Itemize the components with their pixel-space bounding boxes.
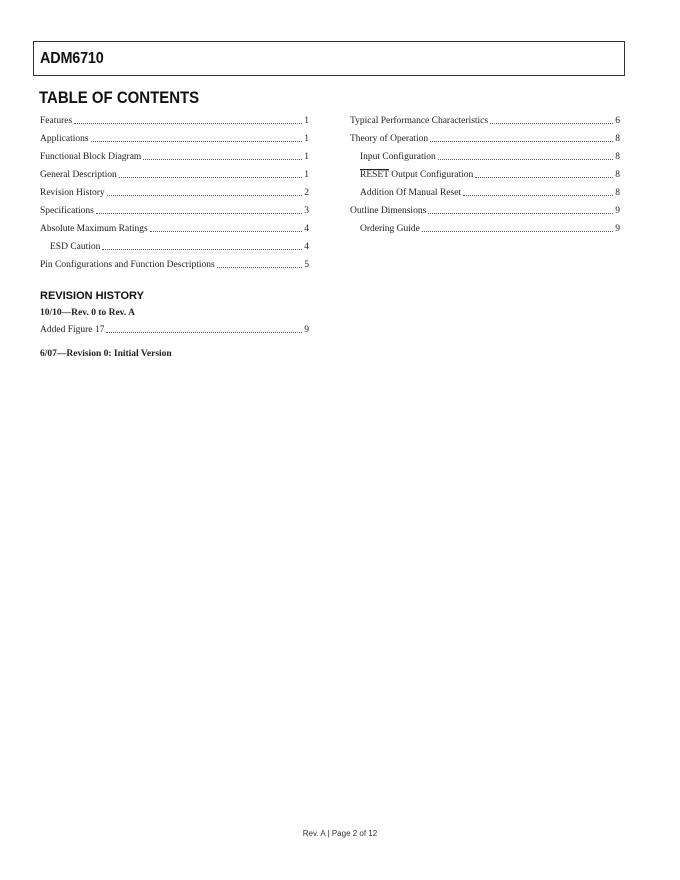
toc-entry-reset-output-configuration[interactable] <box>350 163 620 181</box>
toc-entry-label-rest: Output Configuration <box>388 170 474 180</box>
toc-leader <box>422 231 613 232</box>
toc-entry-page: 9 <box>615 206 620 216</box>
toc-entry-page: 9 <box>615 224 620 234</box>
toc-leader <box>438 159 614 160</box>
toc-entry-page: 1 <box>304 134 309 144</box>
toc-entry-page: 8 <box>615 134 620 144</box>
revision-heading-rev-0: 6/07—Revision 0: Initial Version <box>40 349 172 359</box>
toc-entry-page: 8 <box>615 188 620 198</box>
toc-leader <box>107 195 303 196</box>
toc-entry-label: Pin Configurations and Function Descriptions <box>40 260 215 270</box>
toc-entry-page: 3 <box>304 206 309 216</box>
toc-entry-page: 1 <box>304 152 309 162</box>
toc-leader <box>74 123 302 124</box>
toc-leader <box>217 267 303 268</box>
toc-entry-label: Features <box>40 116 73 126</box>
toc-leader <box>119 177 302 178</box>
toc-entry-label: Input Configuration <box>360 152 436 162</box>
toc-entry-input-configuration[interactable] <box>350 145 620 163</box>
toc-leader <box>475 177 613 178</box>
revision-entry-wrap <box>40 318 309 336</box>
toc-entry-revision-history[interactable] <box>40 181 309 199</box>
toc-entry-page: 4 <box>304 224 309 234</box>
toc-entry-pin-configurations[interactable] <box>40 253 309 271</box>
toc-entry-label: Specifications <box>40 206 94 216</box>
toc-entry-applications[interactable] <box>40 127 309 145</box>
toc-entry-features[interactable] <box>40 109 309 127</box>
toc-entry-page: 1 <box>304 116 309 126</box>
toc-entry-page: 1 <box>304 170 309 180</box>
revision-entry-label: Added Figure 17 <box>40 325 105 335</box>
toc-entry-page: 2 <box>304 188 309 198</box>
toc-entry-page: 5 <box>304 260 309 270</box>
toc-entry-page: 4 <box>304 242 309 252</box>
toc-leader <box>150 231 303 232</box>
toc-right-column <box>350 109 620 235</box>
toc-leader <box>463 195 613 196</box>
toc-entry-absolute-maximum-ratings[interactable] <box>40 217 309 235</box>
toc-leader <box>143 159 302 160</box>
toc-entry-label: Typical Performance Characteristics <box>350 116 489 126</box>
toc-leader <box>430 141 613 142</box>
reset-overline-text: RESET <box>360 170 389 180</box>
toc-entry-esd-caution[interactable] <box>40 235 309 253</box>
toc-leader <box>96 213 302 214</box>
revision-heading-rev-a: 10/10—Rev. 0 to Rev. A <box>40 308 135 318</box>
toc-entry-typical-performance[interactable] <box>350 109 620 127</box>
toc-entry-specifications[interactable] <box>40 199 309 217</box>
toc-leader <box>428 213 613 214</box>
toc-entry-label: ESD Caution <box>50 242 101 252</box>
toc-entry-label: Theory of Operation <box>350 134 429 144</box>
page-footer: Rev. A | Page 2 of 12 <box>302 829 378 838</box>
toc-entry-label: General Description <box>40 170 117 180</box>
toc-entry-functional-block-diagram[interactable] <box>40 145 309 163</box>
toc-entry-addition-of-manual-reset[interactable] <box>350 181 620 199</box>
toc-entry-page: 8 <box>615 152 620 162</box>
header-box <box>33 41 625 76</box>
revision-entry-page: 9 <box>304 325 309 335</box>
toc-entry-label: Revision History <box>40 188 105 198</box>
toc-entry-label: Ordering Guide <box>360 224 420 234</box>
toc-entry-ordering-guide[interactable] <box>350 217 620 235</box>
part-number: ADM6710 <box>40 50 104 67</box>
toc-leader <box>106 332 302 333</box>
revision-history-title: REVISION HISTORY <box>40 290 144 302</box>
toc-entry-outline-dimensions[interactable] <box>350 199 620 217</box>
toc-entry-label: Absolute Maximum Ratings <box>40 224 148 234</box>
toc-entry-page: 6 <box>615 116 620 126</box>
toc-entry-page: 8 <box>615 170 620 180</box>
toc-entry-label: Outline Dimensions <box>350 206 427 216</box>
toc-entry-label <box>360 169 473 181</box>
toc-leader <box>102 249 302 250</box>
toc-entry-label: Functional Block Diagram <box>40 152 142 162</box>
toc-leader <box>91 141 303 142</box>
toc-left-column <box>40 109 309 271</box>
toc-entry-general-description[interactable] <box>40 163 309 181</box>
toc-entry-label: Applications <box>40 134 89 144</box>
toc-entry-theory-of-operation[interactable] <box>350 127 620 145</box>
revision-entry-added-figure[interactable] <box>40 318 309 336</box>
toc-entry-label: Addition Of Manual Reset <box>360 188 462 198</box>
toc-leader <box>490 123 613 124</box>
toc-title: TABLE OF CONTENTS <box>39 88 200 107</box>
